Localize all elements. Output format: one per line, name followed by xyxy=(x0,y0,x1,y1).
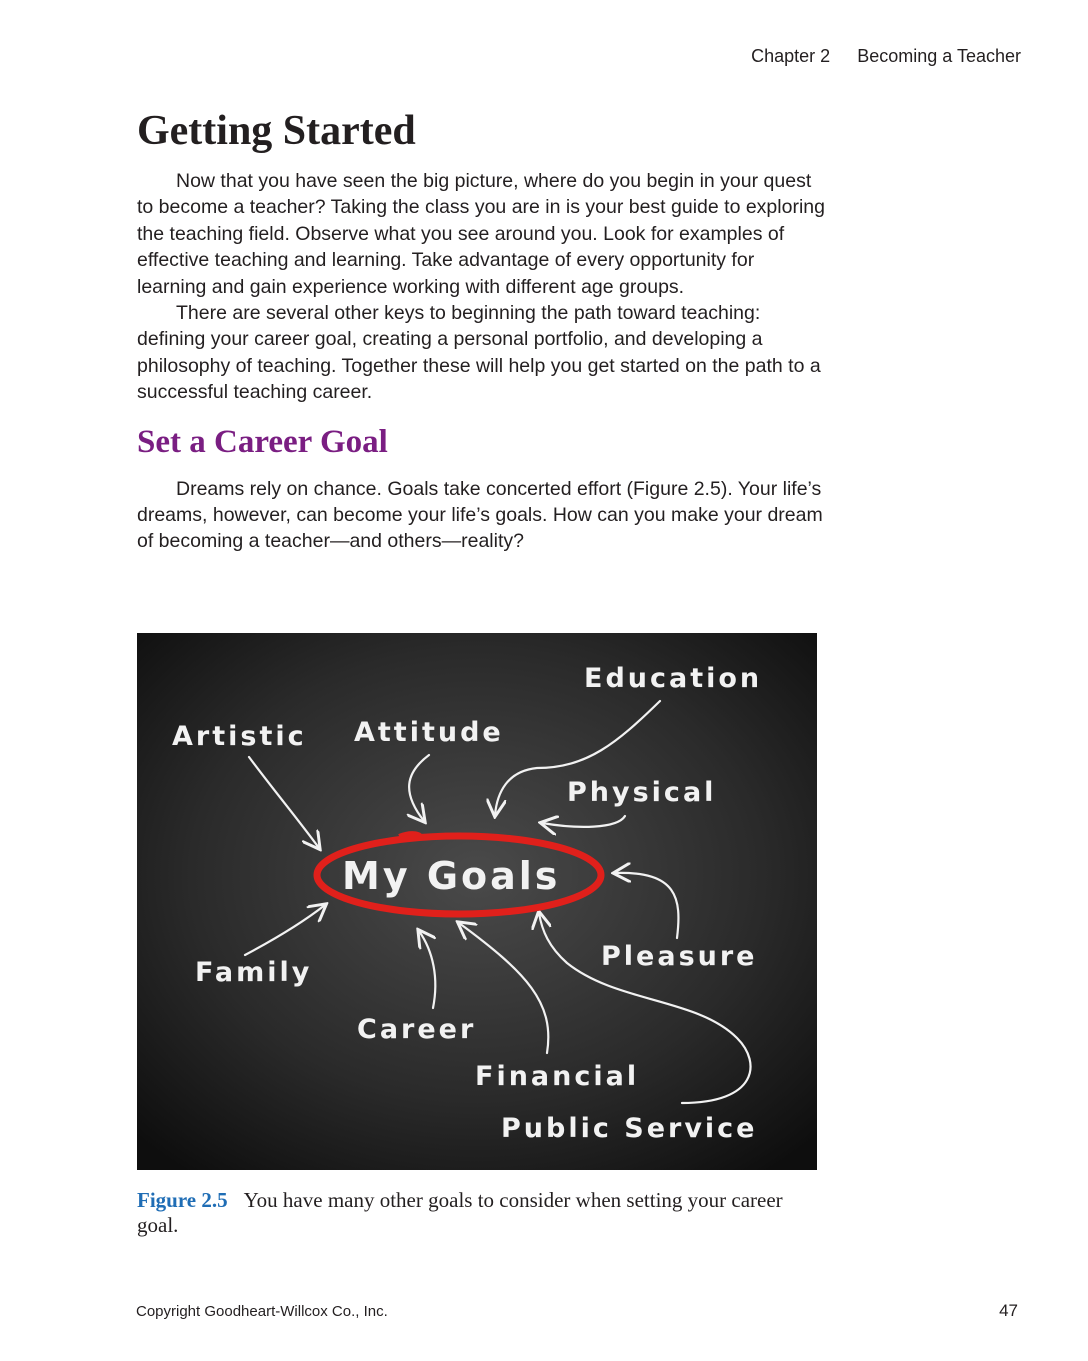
chalkboard-illustration xyxy=(137,633,817,1170)
section-heading: Getting Started xyxy=(137,108,416,154)
label-physical: Physical xyxy=(567,777,717,808)
paragraph: Now that you have seen the big picture, where do you begin in your quest to become a teacher? Taking the class you are in is your best guide to exploring the teaching field. Observe what you see around you. Look for examples of effective teaching and learning. Take advantage of every opportunity for learning and gain experience working with different age groups. xyxy=(137,170,825,298)
figure-number: Figure 2.5 xyxy=(137,1188,228,1212)
chapter-title: Becoming a Teacher xyxy=(857,46,1021,66)
center-label: My Goals xyxy=(342,854,561,898)
subsection-heading: Set a Career Goal xyxy=(137,423,388,460)
label-family: Family xyxy=(195,957,313,988)
chalkboard-figure xyxy=(137,633,817,1170)
label-public-service: Public Service xyxy=(501,1113,758,1144)
label-attitude: Attitude xyxy=(354,717,504,748)
main-content xyxy=(137,104,827,555)
label-pleasure: Pleasure xyxy=(601,941,758,972)
label-artistic: Artistic xyxy=(172,721,307,752)
page-number: 47 xyxy=(999,1301,1018,1320)
copyright-notice: Copyright Goodheart-Willcox Co., Inc. xyxy=(136,1303,388,1320)
paragraph: There are several other keys to beginning the path toward teaching: defining your career goal, creating a personal portfolio, and developing a philosophy of teaching. Together these will help you get started on the path to a successful teaching career. xyxy=(137,302,821,404)
caption-text: You have many other goals to consider when setting your career goal. xyxy=(137,1188,783,1237)
label-financial: Financial xyxy=(475,1061,640,1092)
chapter-label: Chapter 2 xyxy=(751,46,831,66)
label-education: Education xyxy=(584,663,763,694)
figure-caption xyxy=(137,1188,797,1238)
paragraph: Dreams rely on chance. Goals take concerted effort (Figure 2.5). Your life’s dreams, however, can become your life’s goals. How can you make your dream of becoming a teacher—and others—reality? xyxy=(137,477,823,553)
running-head xyxy=(751,46,1021,67)
label-career: Career xyxy=(357,1014,477,1045)
